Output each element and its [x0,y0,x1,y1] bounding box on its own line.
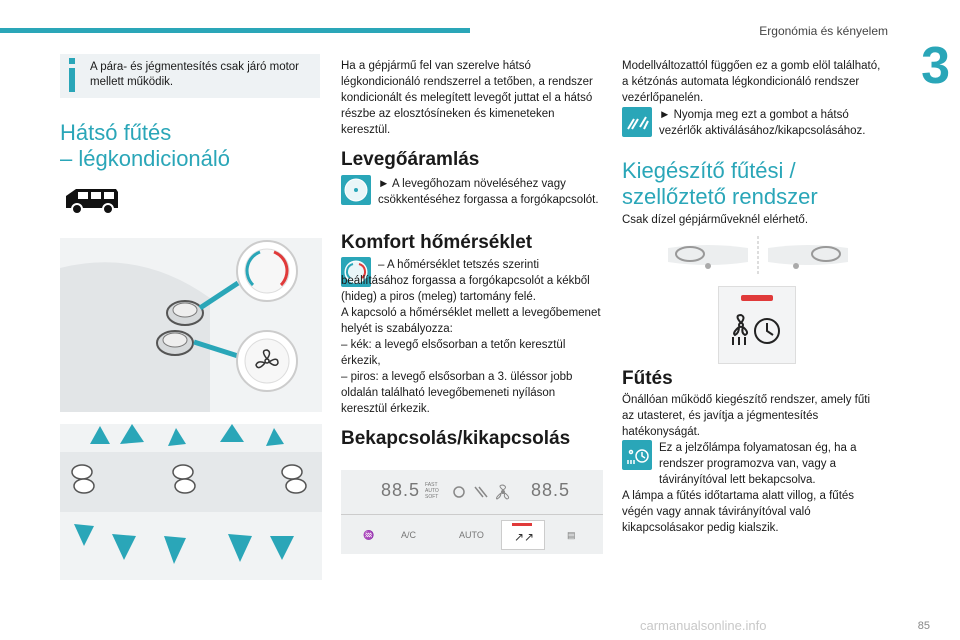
heating-heading: Fűtés [622,368,673,389]
title-line-2: – légkondicionáló [60,146,231,171]
auto-button[interactable]: AUTO [459,530,484,540]
front-button-action: ► Nyomja meg ezt a gombot a hátsó vezérlők aktiválásához/kikapcsolásához. [659,109,866,137]
heating-indicator-icon [622,440,652,470]
comfort-text-1: – A hőmérséklet tetszés szerinti beállításához forgassa a forgókapcsolót a kékből (hideg) a piros (meleg) tartomány felé. [341,259,590,303]
heating-text-1: Önállóan működő kiegészítő rendszer, amely fűti az utasteret, és javítja a jégmentesítés hatékonyságát. [622,394,871,438]
info-note-text: A pára- és jégmentesítés csak járó motor mellett működik. [90,61,300,88]
aux-title-line-2: szellőztető rendszer [622,184,818,209]
comfort-text-2: A kapcsoló a hőmérséklet mellett a levegőbemenet helyét is szabályozza: [341,307,601,335]
fast-auto-soft-label: FAST AUTO SOFT [425,482,439,500]
left-temp-display: 88.5 [381,480,421,500]
defrost-front-icon[interactable]: ♒ [363,530,375,540]
comfort-heading: Komfort hőmérséklet [341,232,533,253]
chapter-number: 3 [921,37,950,95]
right-temp-display: 88.5 [531,480,571,500]
comfort-text-3: – kék: a levegő elsősorban a tetőn keresztül érkezik, [341,339,566,367]
rear-ac-intro: Ha a gépjármű fel van szerelve hátsó légkondicionáló rendszerrel a tetőben, a rendszer kondicionált és melegített levegőt juttat el a hátsó részbe az elosztósíneken és kimeneteken keresztül. [341,60,593,136]
aux-title-line-1: Kiegészítő fűtési / [622,158,796,183]
roof-vents-illustration [60,424,322,580]
airflow-text: ► A levegőhozam növeléséhez vagy csökkentéséhez forgassa a forgókapcsolót. [378,178,599,206]
rear-control-button[interactable] [501,520,545,550]
dashboard-location-illustration [668,236,848,276]
watermark: carmanualsonline.info [640,618,767,633]
info-icon [68,58,76,92]
rear-heating-title [60,120,230,172]
rear-control-illustration [60,238,322,412]
section-title: Ergonómia és kényelem [759,24,888,38]
onoff-heading: Bekapcsolás/kikapcsolás [341,428,571,449]
header-bar [0,28,470,33]
heating-text-3: A lámpa a fűtés időtartama alatt villog, a fűtés végén vagy annak távirányítóval való kikapcsolásakor pedig kialszik. [622,490,855,534]
diesel-only-text: Csak dízel gépjárműveknél elérhető. [622,214,809,226]
comfort-text-4: – piros: a levegő elsősorban a 3. üléssor jobb oldalán található levegőbemeneti nyíláson keresztül érkezik. [341,371,573,415]
aux-heating-title [622,158,818,210]
defrost-rear-icon[interactable]: ▤ [567,530,576,540]
rear-vent-icon: ↗↗ [514,530,535,544]
front-ac-panel-illustration [341,470,603,554]
title-line-1: Hátsó fűtés [60,120,172,145]
airflow-heading: Levegőáramlás [341,149,480,170]
rear-control-button-icon [622,107,652,137]
aux-heating-switch-illustration [718,286,796,364]
ac-button[interactable]: A/C [401,530,417,540]
heating-text-2: Ez a jelzőlámpa folyamatosan ég, ha a rendszer programozva van, vagy a távirányítóval lett bekapcsolva. [659,442,857,486]
page-number: 85 [917,620,930,632]
panel-icons [453,484,523,500]
front-button-intro: Modellváltozattól függően ez a gomb elöl található, a kétzónás automata légkondicionáló rendszer vezérlőpanelén. [622,60,881,104]
van-icon [62,186,122,216]
fan-knob-icon [341,175,371,205]
